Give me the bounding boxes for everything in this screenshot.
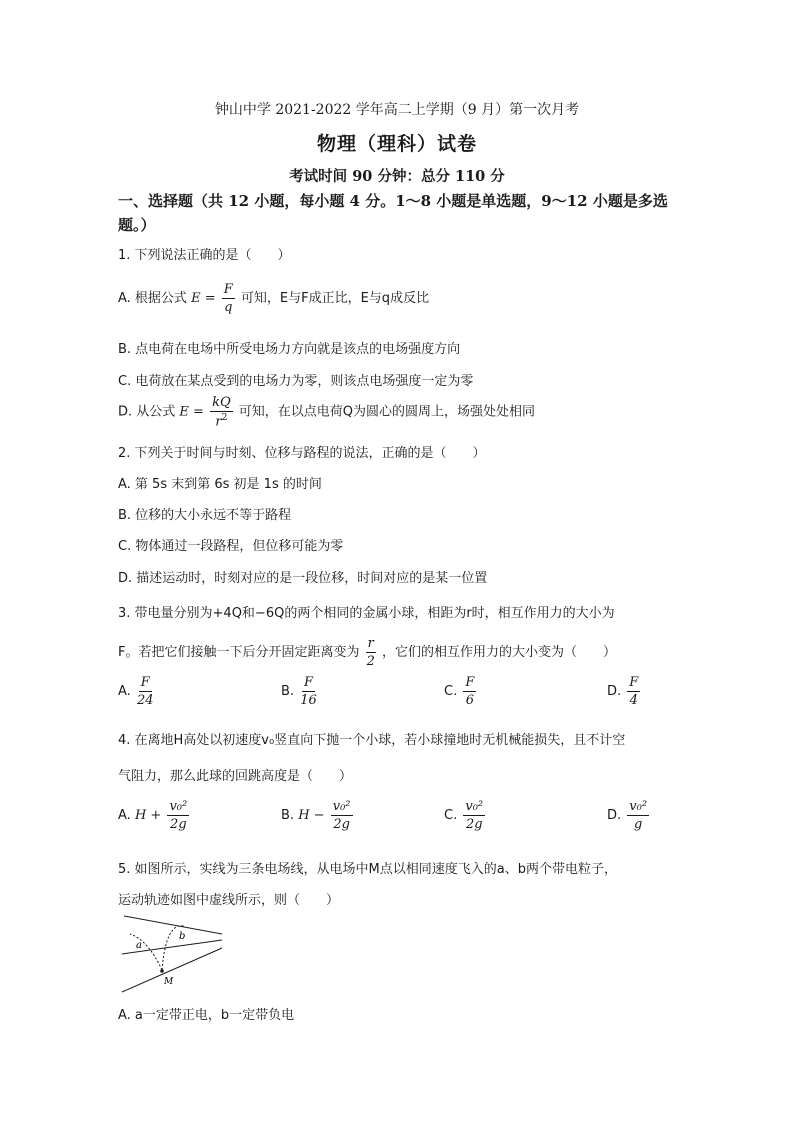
school-header: 钟山中学 2021-2022 学年高二上学期（9 月）第一次月考 — [214, 102, 580, 118]
q1-option-c: C. 电荷放在某点受到的电场力为零，则该点电场强度一定为零 — [118, 374, 474, 389]
q3-stem-line2: F。若把它们接触一下后分开固定距离变为 $\frac{r}{2}$ ，它们的相互作用力的大小变为（ ） — [118, 636, 616, 669]
q1-option-a: A. 根据公式 E = $\frac{F}{q}$ 可知，E与F成正比，E与q成反比 — [118, 282, 430, 315]
q2-option-d: D. 描述运动时，时刻对应的是一段位移，时间对应的是某一位置 — [118, 571, 488, 586]
exam-info: 考试时间 90 分钟：总分 110 分 — [289, 168, 505, 185]
q5-stem-line1: 5. 如图所示，实线为三条电场线，从电场中M点以相同速度飞入的a、b两个带电粒子， — [118, 862, 617, 877]
q4-option-b: B. H − $\frac{\text{v₀²}}{2g}$ — [281, 799, 351, 832]
q1-option-b: B. 点电荷在电场中所受电场力方向就是该点的电场强度方向 — [118, 342, 461, 357]
fraction-f-over-q: $\frac{F}{q}$ — [223, 282, 233, 315]
fraction-r-over-2: $\frac{r}{2}$ — [366, 636, 375, 669]
q4-option-a: A. H + $\frac{\text{v₀²}}{2g}$ — [118, 799, 188, 832]
q1-option-d: D. 从公式 E = $\frac{kQ}{r^2}$ 可知，在以点电荷Q为圆心的圆周上，场强处处相同 — [118, 395, 535, 430]
q5-option-a: A. a一定带正电，b一定带负电 — [118, 1008, 295, 1023]
q3-option-c: C. $\frac{F}{6}$ — [444, 675, 475, 708]
q3-option-b: B. $\frac{F}{16}$ — [281, 675, 317, 708]
point-m — [160, 969, 164, 973]
q2-option-b: B. 位移的大小永远不等于路程 — [118, 508, 292, 523]
electric-field-figure — [118, 912, 228, 994]
label-a: a — [136, 940, 142, 951]
field-line-top — [124, 916, 222, 934]
q4-option-c: C. $\frac{\text{v₀²}}{2g}$ — [444, 799, 484, 832]
q3-option-d: D. $\frac{F}{4}$ — [607, 675, 639, 708]
fraction-kq-over-r2: $\frac{kQ}{r^2}$ — [212, 395, 231, 430]
q2-option-a: A. 第 5s 末到第 6s 初是 1s 的时间 — [118, 477, 322, 492]
q4-stem-line2: 气阻力，那么此球的回跳高度是（ ） — [118, 769, 353, 784]
q4-option-d: D. $\frac{\text{v₀²}}{g}$ — [607, 799, 648, 832]
q5-stem-line2: 运动轨迹如图中虚线所示，则（ ） — [118, 893, 340, 908]
q3-stem-line1: 3. 带电量分别为+4Q和−6Q的两个相同的金属小球，相距为r时，相互作用力的大小为 — [118, 606, 615, 621]
subject-title: 物理（理科）试卷 — [316, 133, 477, 155]
label-m: M — [164, 977, 174, 987]
q2-option-c: C. 物体通过一段路程，但位移可能为零 — [118, 539, 344, 554]
q4-stem-line1: 4. 在离地H高处以初速度v₀竖直向下抛一个小球，若小球撞地时无机械能损失，且不计空 — [118, 733, 626, 748]
section-heading: 一、选择题（共 12 小题，每小题 4 分。1～8 小题是单选题，9～12 小题是多选题。） — [118, 192, 668, 234]
q3-option-a: A. $\frac{F}{24}$ — [118, 675, 154, 708]
q2-stem: 2. 下列关于时间与时刻、位移与路程的说法，正确的是（ ） — [118, 446, 486, 461]
q1-stem: 1. 下列说法正确的是（ ） — [118, 248, 291, 263]
label-b: b — [179, 931, 186, 942]
